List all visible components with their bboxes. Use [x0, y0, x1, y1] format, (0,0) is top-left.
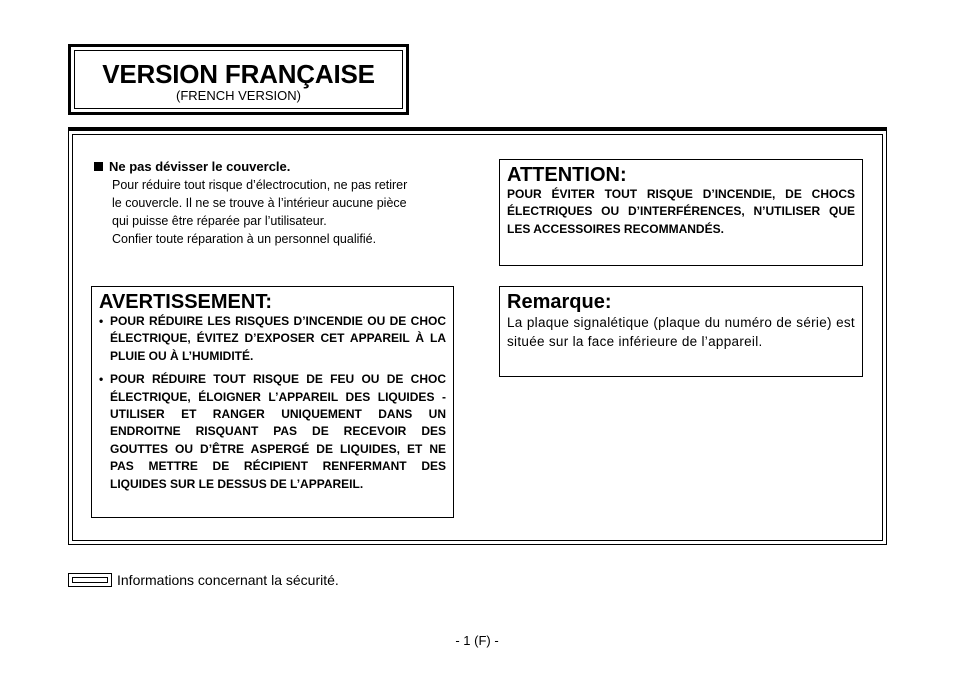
warning-item	[99, 313, 446, 365]
attention-text: POUR ÉVITER TOUT RISQUE D’INCENDIE, DE CHOCS ÉLECTRIQUES OU D’INTERFÉRENCES, N’UTILISER QUE LES ACCESSOIRES RECOMMANDÉS.	[507, 187, 855, 236]
title-box	[68, 44, 409, 115]
warning-item-text: POUR RÉDUIRE LES RISQUES D’INCENDIE OU DE CHOC ÉLECTRIQUE, ÉVITEZ D’EXPOSER CET APPAREIL À LA PLUIE OU À L’HUMIDITÉ.	[110, 314, 446, 363]
attention-title: ATTENTION:	[507, 164, 627, 186]
attention-box	[499, 159, 863, 266]
page-number: - 1 (F) -	[455, 633, 499, 648]
remarque-box	[499, 286, 863, 377]
intro-line: Pour réduire tout risque d’électrocution, ne pas retirer	[112, 178, 408, 192]
intro-line: Confier toute réparation à un personnel qualifié.	[112, 232, 377, 246]
double-frame-icon	[68, 573, 112, 587]
legend	[68, 570, 339, 590]
intro-heading-text: Ne pas dévisser le couvercle.	[109, 159, 291, 174]
avertissement-title: AVERTISSEMENT:	[99, 291, 272, 313]
avertissement-box	[91, 286, 454, 518]
intro-section	[94, 158, 464, 248]
intro-heading	[94, 158, 464, 176]
remarque-text: La plaque signalétique (plaque du numéro de série) est située sur la face inférieure de l’appareil.	[507, 315, 855, 349]
page-subtitle: (FRENCH VERSION)	[176, 88, 301, 103]
intro-body	[112, 176, 464, 248]
remarque-title: Remarque:	[507, 291, 612, 313]
warning-item-text: POUR RÉDUIRE TOUT RISQUE DE FEU OU DE CHOC ÉLECTRIQUE, ÉLOIGNER L’APPAREIL DES LIQUIDES - UTILISER ET RANGER UNIQUEMENT DANS UN ENDROITNE RISQUANT PAS DE RECEVOIR DES GOUTTES OU D’ÊTRE ASPERGÉ DE LIQUIDES, ET NE PAS METTRE DE RÉCIPIENT RENFERMANT DES LIQUIDES SUR LE DESSUS DE L’APPAREIL.	[110, 372, 446, 491]
warning-item	[99, 371, 446, 493]
legend-text: Informations concernant la sécurité.	[117, 572, 339, 588]
intro-line: le couvercle. Il ne se trouve à l’intérieur aucune pièce	[112, 196, 407, 210]
square-bullet-icon	[94, 162, 103, 171]
title-inner-frame	[74, 50, 403, 109]
intro-line: qui puisse être réparée par l’utilisateur.	[112, 214, 327, 228]
page-title: VERSION FRANÇAISE	[102, 59, 375, 89]
bullet-icon: •	[99, 372, 104, 387]
bullet-icon: •	[99, 314, 104, 328]
